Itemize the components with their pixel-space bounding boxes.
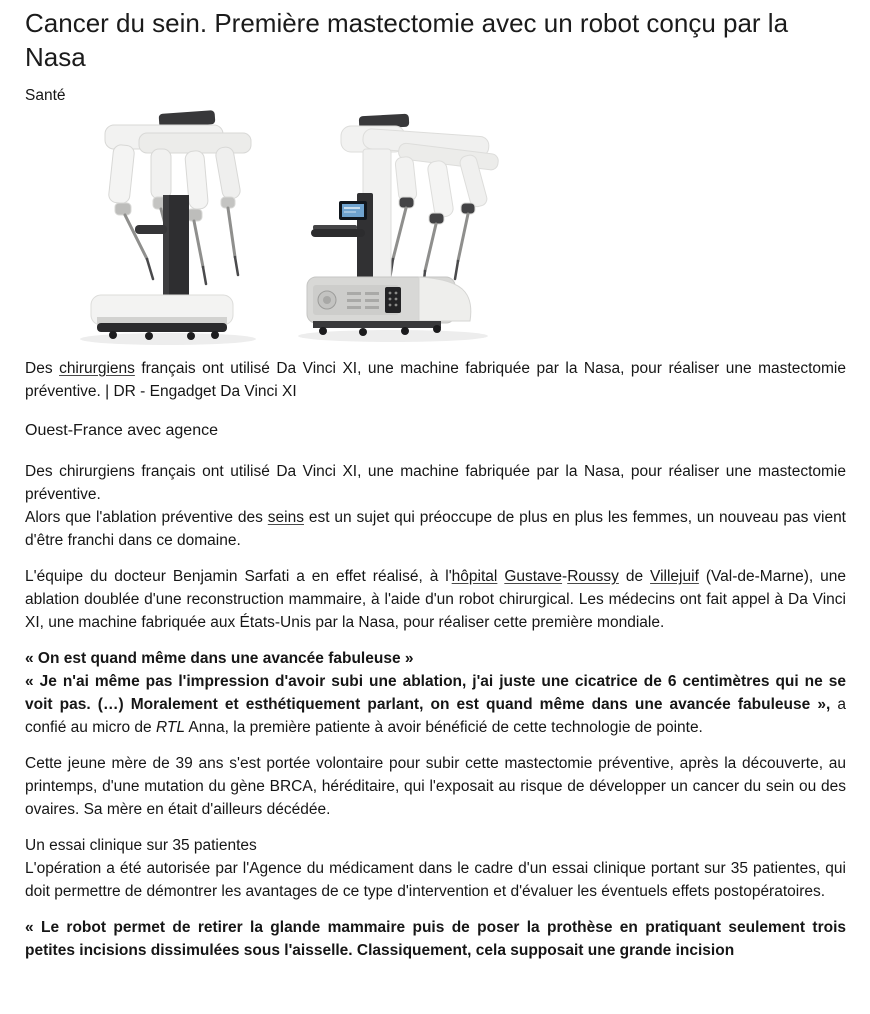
text-segment: RTL bbox=[155, 719, 185, 736]
text-segment: est un sujet qui préoccupe de plus en plus les femmes, un nouveau pas vient d'être franchi dans ce domaine. bbox=[25, 509, 846, 549]
text-segment: français ont utilisé Da Vinci XI, une machine fabriquée par la Nasa, pour réaliser une mastectomie préventive. | DR - Engadget Da Vinci XI bbox=[25, 360, 846, 400]
da-vinci-robots-photo bbox=[63, 109, 518, 349]
article-page bbox=[0, 6, 870, 962]
hospital-paragraph bbox=[25, 565, 846, 634]
text-segment: - bbox=[562, 568, 568, 585]
text-segment: Des bbox=[25, 360, 60, 377]
inline-link[interactable]: seins bbox=[267, 509, 304, 526]
text-segment: « On est quand même dans une avancée fabuleuse » bbox=[25, 650, 414, 667]
inline-link[interactable]: chirurgiens bbox=[59, 360, 135, 377]
inline-link[interactable]: hôpital bbox=[451, 568, 498, 585]
text-segment: de bbox=[618, 568, 651, 585]
text-segment: L'équipe du docteur Benjamin Sarfati a en effet réalisé, à l' bbox=[25, 568, 452, 585]
text-segment: « Le robot permet de retirer la glande mammaire puis de poser la prothèse en pratiquant seulement trois petites incisions dissimulées sous l'aisselle. Classiquement, cela supposait une grande incision bbox=[25, 919, 846, 959]
patient-paragraph bbox=[25, 752, 846, 821]
text-segment: (Val-de-Marne), une ablation doublée d'une reconstruction mammaire, à l'aide d'un robot chirurgical. Les médecins ont fait appel à Da Vinci XI, une machine fabriquée aux États-Unis par la Nasa, pour réaliser cette première mondiale. bbox=[25, 568, 847, 631]
text-segment: L'opération a été autorisée par l'Agence du médicament dans le cadre d'un essai clinique portant sur 35 patientes, qui doit permettre de démontrer les avantages de ce type d'intervention et d'évaluer les éventuels effets postopératoires. bbox=[25, 860, 846, 900]
intro-paragraph bbox=[25, 460, 846, 506]
context-paragraph bbox=[25, 506, 846, 552]
byline: Ouest-France avec agence bbox=[25, 422, 218, 439]
robot-quote-paragraph bbox=[25, 916, 846, 962]
page-title: Cancer du sein. Première mastectomie avec un robot conçu par la Nasa bbox=[25, 8, 789, 72]
text-segment: Alors que l'ablation préventive des bbox=[25, 509, 268, 526]
quote-paragraph bbox=[25, 670, 846, 739]
text-segment: « Je n'ai même pas l'impression d'avoir subi une ablation, j'ai juste une cicatrice de 6 centimètres qui ne se voit pas. (…) Moralement et esthétiquement parlant, on est quand même dans une avancée fabuleuse », bbox=[25, 673, 846, 713]
inline-link[interactable]: Villejuif bbox=[650, 568, 699, 585]
text-segment: a confié au micro de bbox=[25, 696, 846, 736]
quote-heading bbox=[25, 647, 846, 670]
image-caption bbox=[25, 357, 846, 403]
trial-subheading bbox=[25, 834, 846, 857]
article-body bbox=[25, 460, 846, 962]
text-segment: Un essai clinique sur 35 patientes bbox=[25, 837, 257, 854]
inline-link[interactable]: Roussy bbox=[567, 568, 619, 585]
text-segment: Des chirurgiens français ont utilisé Da Vinci XI, une machine fabriquée par la Nasa, pour réaliser une mastectomie préventive. bbox=[25, 463, 846, 503]
category-label: Santé bbox=[25, 87, 66, 104]
inline-link[interactable]: Gustave bbox=[504, 568, 563, 585]
article-figure bbox=[63, 109, 518, 349]
trial-paragraph bbox=[25, 857, 846, 903]
text-segment: Anna, la première patiente à avoir bénéficié de cette technologie de pointe. bbox=[184, 719, 703, 736]
text-segment: Cette jeune mère de 39 ans s'est portée volontaire pour subir cette mastectomie préventive, après la découverte, au printemps, d'une mutation du gène BRCA, héréditaire, qui l'exposait au risque de développer un cancer du sein ou des ovaires. Sa mère en était d'ailleurs décédée. bbox=[25, 755, 846, 818]
